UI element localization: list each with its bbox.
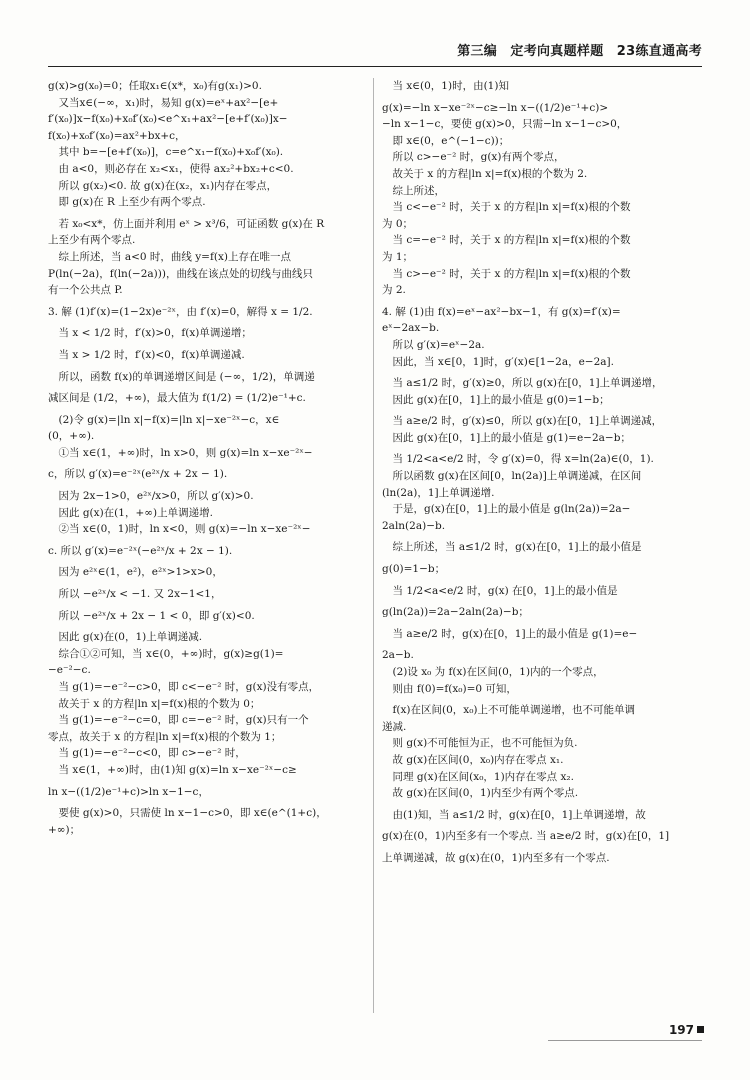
text-line: 所以 g′(x)=eˣ−2a. xyxy=(382,338,485,351)
text-line: +∞)； xyxy=(48,823,81,836)
text-line: 综合①②可知，当 x∈(0，+∞)时，g(x)≥g(1)= xyxy=(48,647,284,660)
text-line: 3. 解 (1)f′(x)=(1−2x)e⁻²ˣ，由 f′(x)=0，解得 x = 1/2. xyxy=(48,305,313,318)
text-line: 当 g(1)=−e⁻²−c=0，即 c=−e⁻² 时，g(x)只有一个 xyxy=(48,714,309,727)
text-line: 故 g(x)在区间(0，1)内至少有两个零点. xyxy=(382,787,579,800)
text-line: 当 c=−e⁻² 时，关于 x 的方程|ln x|=f(x)根的个数 xyxy=(382,234,631,247)
text-line: 同理 g(x)在区间(x₀，1)内存在零点 x₂. xyxy=(382,770,574,783)
text-line: (0，+∞). xyxy=(48,430,95,443)
text-line: −ln x−1−c，要使 g(x)>0，只需−ln x−1−c>0， xyxy=(382,118,628,131)
text-line: 若 x₀<x*，仿上面并利用 eˣ > x³/6，可证函数 g(x)在 R xyxy=(48,217,325,230)
text-line: g(ln(2a))=2a−2aln(2a)−b； xyxy=(382,606,529,619)
text-line: 减区间是 (1/2，+∞)，最大值为 f(1/2) = (1/2)e⁻¹+c. xyxy=(48,392,306,405)
text-line: 所以 −e²ˣ/x < −1. 又 2x−1<1， xyxy=(48,588,222,601)
text-line: 上至少有两个零点. xyxy=(48,234,136,247)
text-line: (2)设 x₀ 为 f(x)在区间(0，1)内的一个零点， xyxy=(382,666,604,678)
text-line: f(x₀)+x₀f′(x₀)=ax²+bx+c， xyxy=(48,129,186,142)
text-line: 因此 g(x)在[0，1]上的最小值是 g(1)=e−2a−b； xyxy=(382,431,631,444)
text-line: 当 c<−e⁻² 时，关于 x 的方程|ln x|=f(x)根的个数 xyxy=(382,201,631,214)
text-line: 则由 f(0)=f(x₀)=0 可知， xyxy=(382,682,517,695)
text-line: 为 1； xyxy=(382,250,414,263)
text-line: 又当x∈(−∞，x₁)时，易知 g(x)=eˣ+ax²−[e+ xyxy=(48,96,279,109)
text-line: g(x)>g(x₀)=0；任取x₁∈(x*，x₀)有g(x₁)>0. xyxy=(48,80,262,92)
footer-rule xyxy=(548,1040,702,1041)
column-divider xyxy=(373,78,374,1013)
text-line: ②当 x∈(0，1)时，ln x<0，则 g(x)=−ln x−xe⁻²ˣ− xyxy=(48,523,311,536)
text-line: 所以函数 g(x)在区间[0，ln(2a)]上单调递减，在区间 xyxy=(382,470,642,483)
page-number-marker xyxy=(697,1026,704,1033)
left-column xyxy=(48,78,364,1038)
text-line: 4. 解 (1)由 f(x)=eˣ−ax²−bx−1，有 g(x)=f′(x)= xyxy=(382,305,621,318)
text-line: 故 g(x)在区间(0，x₀)内存在零点 x₁. xyxy=(382,753,564,766)
text-line: 上单调递减，故 g(x)在(0，1)内至多有一个零点. xyxy=(382,851,610,864)
text-line: 于是，g(x)在[0，1]上的最小值是 g(ln(2a))=2a− xyxy=(382,503,631,516)
text-line: 当 a≤1/2 时，g′(x)≥0，所以 g(x)在[0，1]上单调递增， xyxy=(382,377,663,390)
text-line: 由(1)知，当 a≤1/2 时，g(x)在[0，1]上单调递增，故 xyxy=(382,808,646,821)
text-line: 当 1/2<a<e/2 时，g(x) 在[0，1]上的最小值是 xyxy=(382,584,618,597)
text-line: 2aln(2a)−b. xyxy=(382,519,446,532)
text-line: 为 2. xyxy=(382,284,406,297)
text-line: P(ln(−2a)，f(ln(−2a)))，曲线在该点处的切线与曲线只 xyxy=(48,267,313,280)
text-line: 因为 2x−1>0，e²ˣ/x>0，所以 g′(x)>0. xyxy=(48,490,254,503)
text-line: 当 x∈(0，1)时，由(1)知 xyxy=(382,80,509,92)
text-line: 当 a≥e/2 时，g(x)在[0，1]上的最小值是 g(1)=e− xyxy=(382,627,638,640)
text-line: ln x−((1/2)e⁻¹+c)>ln x−1−c， xyxy=(48,785,209,798)
text-line: 所以 −e²ˣ/x + 2x − 1 < 0，即 g′(x)<0. xyxy=(48,609,255,622)
text-line: 当 x∈(1，+∞)时，由(1)知 g(x)=ln x−xe⁻²ˣ−c≥ xyxy=(48,763,297,776)
text-line: 故关于 x 的方程|ln x|=f(x)根的个数为 0； xyxy=(48,697,261,710)
text-line: 所以 g(x₂)<0. 故 g(x)在(x₂，x₁)内存在零点， xyxy=(48,179,278,192)
text-line: 因此 g(x)在(1，+∞)上单调递增. xyxy=(48,506,213,519)
header-title: 第三编 定考向真题样题 23练直通高考 xyxy=(457,44,702,59)
text-line: (ln(2a)，1]上单调递增. xyxy=(382,486,495,499)
text-line: 所以 c>−e⁻² 时，g(x)有两个零点， xyxy=(382,151,565,164)
text-line: f′(x₀)]x−f(x₀)+x₀f′(x₀)<e^x₁+ax²−[e+f′(x₀)]x− xyxy=(48,113,288,126)
text-line: 由 a<0，则必存在 x₂<x₁，使得 ax₂²+bx₂+c<0. xyxy=(48,162,294,175)
page-number: 197 xyxy=(668,1023,694,1037)
text-line: g(x)=−ln x−xe⁻²ˣ−c≥−ln x−((1/2)e⁻¹+c)> xyxy=(382,101,609,114)
text-line: 要使 g(x)>0，只需使 ln x−1−c>0，即 x∈(e^(1+c)， xyxy=(48,807,327,820)
text-line: 其中 b=−[e+f′(x₀)]，c=e^x₁−f(x₀)+x₀f′(x₀). xyxy=(48,146,284,159)
text-line: 当 x > 1/2 时，f′(x)<0，f(x)单调递减. xyxy=(48,348,245,361)
text-line: c，所以 g′(x)=e⁻²ˣ(e²ˣ/x + 2x − 1). xyxy=(48,468,228,481)
text-line: −e⁻²−c. xyxy=(48,664,91,677)
text-line: c. 所以 g′(x)=e⁻²ˣ(−e²ˣ/x + 2x − 1). xyxy=(48,544,233,557)
text-line: 当 a≥e/2 时，g′(x)≤0，所以 g(x)在[0，1]上单调递减， xyxy=(382,415,663,428)
text-line: 2a−b. xyxy=(382,649,414,662)
text-line: 综上所述，当 a<0 时，曲线 y=f(x)上存在唯一点 xyxy=(48,250,291,263)
text-line: 则 g(x)不可能恒为正，也不可能恒为负. xyxy=(382,737,578,750)
text-line: 故关于 x 的方程|ln x|=f(x)根的个数为 2. xyxy=(382,167,588,180)
text-line: (2)令 g(x)=|ln x|−f(x)=|ln x|−xe⁻²ˣ−c，x∈ xyxy=(48,413,280,426)
text-line: 当 1/2<a<e/2 时，令 g′(x)=0，得 x=ln(2a)∈(0，1). xyxy=(382,453,654,466)
text-line: 当 g(1)=−e⁻²−c>0，即 c<−e⁻² 时，g(x)没有零点， xyxy=(48,681,320,693)
text-line: 即 g(x)在 R 上至少有两个零点. xyxy=(48,196,206,209)
text-line: 因此，当 x∈[0，1]时，g′(x)∈[1−2a，e−2a]. xyxy=(382,355,614,368)
text-line: 递减. xyxy=(382,720,407,733)
text-line: g(x)在(0，1)内至多有一个零点. 当 a≥e/2 时，g(x)在[0，1] xyxy=(382,830,670,843)
text-line: 当 c>−e⁻² 时，关于 x 的方程|ln x|=f(x)根的个数 xyxy=(382,267,631,280)
text-line: 因为 e²ˣ∈(1，e²)，e²ˣ>1>x>0， xyxy=(48,566,223,579)
text-line: g(0)=1−b； xyxy=(382,563,446,576)
text-line: 综上所述，当 a≤1/2 时，g(x)在[0，1]上的最小值是 xyxy=(382,541,642,554)
text-line: 有一个公共点 P. xyxy=(48,284,123,297)
text-line: ①当 x∈(1，+∞)时，ln x>0，则 g(x)=ln x−xe⁻²ˣ− xyxy=(48,446,313,459)
text-line: 当 g(1)=−e⁻²−c<0，即 c>−e⁻² 时， xyxy=(48,747,246,760)
text-line: eˣ−2ax−b. xyxy=(382,322,440,335)
text-line: 当 x < 1/2 时，f′(x)>0，f(x)单调递增； xyxy=(48,327,252,340)
text-line: 即 x∈(0，e^(−1−c))； xyxy=(382,134,510,147)
text-line: 零点，故关于 x 的方程|ln x|=f(x)根的个数为 1； xyxy=(48,730,282,743)
text-line: f(x)在区间(0，x₀)上不可能单调递增，也不可能单调 xyxy=(382,704,636,717)
text-line: 为 0； xyxy=(382,217,414,230)
text-line: 综上所述， xyxy=(382,184,445,197)
text-line: 因此 g(x)在(0，1)上单调递减. xyxy=(48,631,203,644)
text-line: 因此 g(x)在[0，1]上的最小值是 g(0)=1−b； xyxy=(382,393,610,406)
text-line: 所以，函数 f(x)的单调递增区间是 (−∞，1/2)，单调递 xyxy=(48,370,315,383)
right-column xyxy=(382,78,700,1038)
running-header xyxy=(48,42,702,67)
